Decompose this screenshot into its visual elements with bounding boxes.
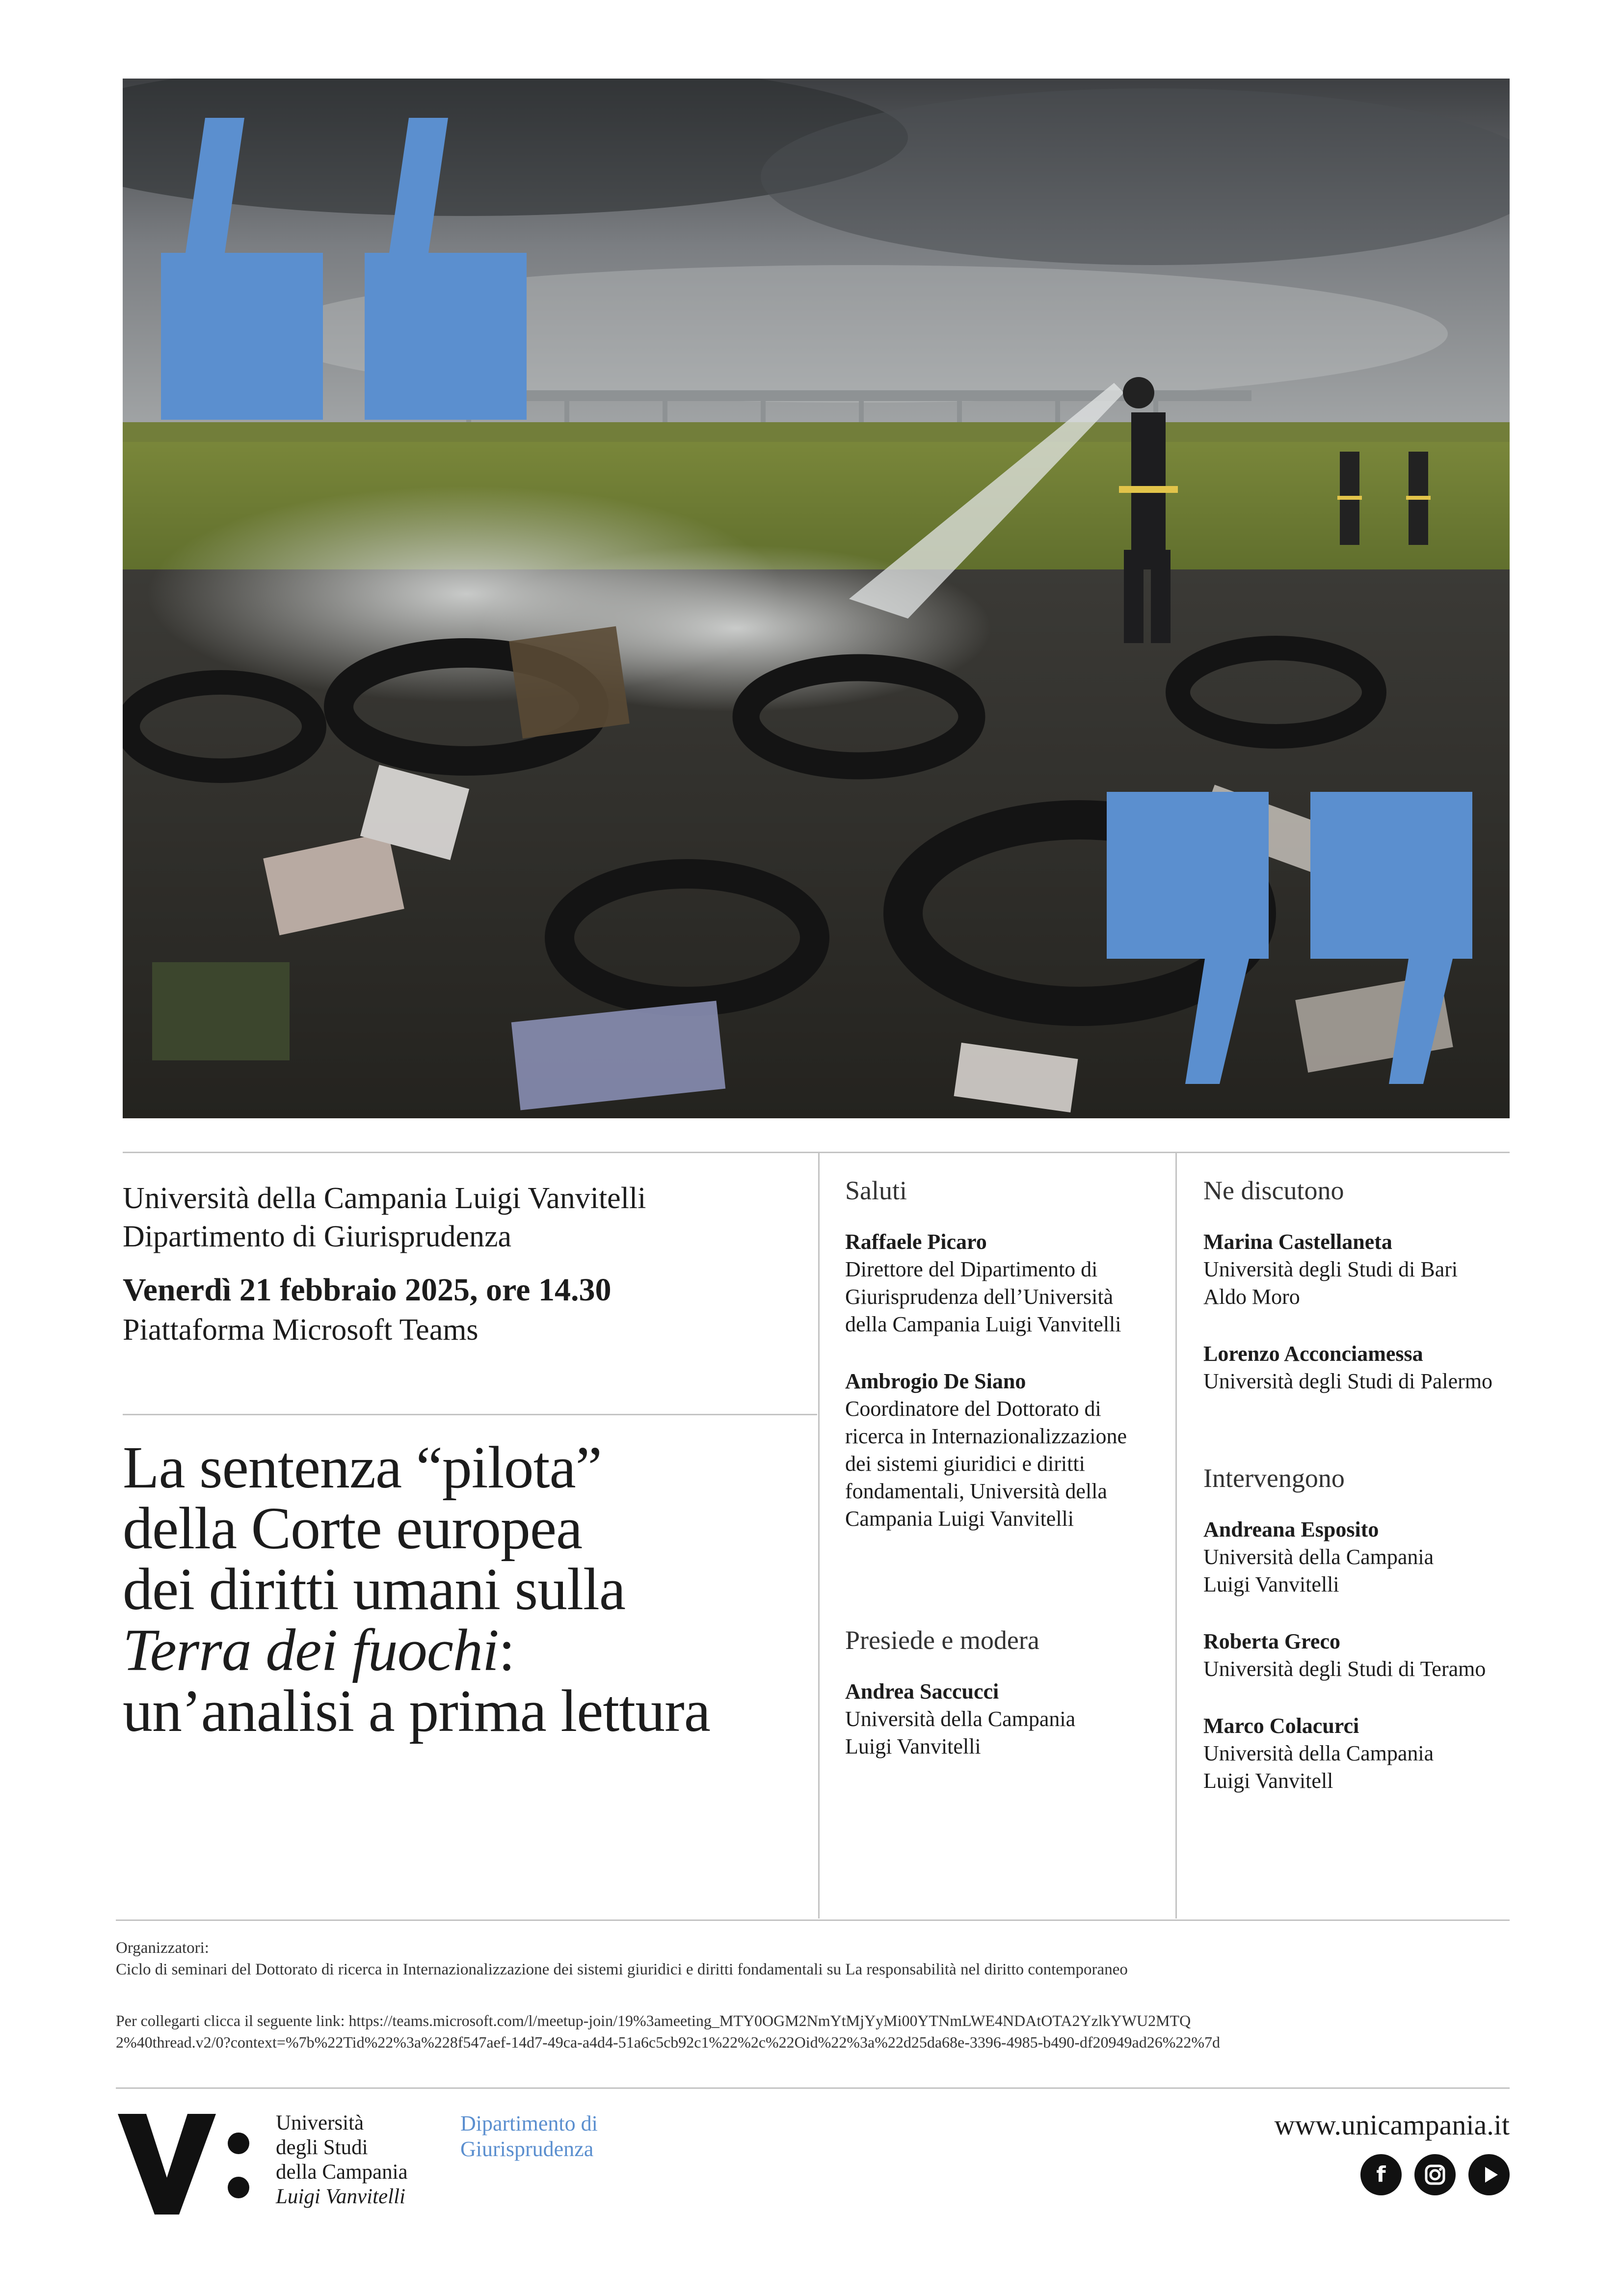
intervengono-section: [1203, 1461, 1517, 1824]
page-title: [123, 1434, 810, 1744]
speaker-role: Coordinatore del Dottorato di: [845, 1397, 1101, 1421]
speaker-role: Università degli Studi di Palermo: [1203, 1369, 1493, 1393]
speaker-entry: [1203, 1712, 1517, 1795]
left-divider: [123, 1414, 817, 1415]
speaker-role: Università degli Studi di Bari: [1203, 1257, 1458, 1281]
speaker-role: Aldo Moro: [1203, 1285, 1300, 1309]
speaker-role: fondamentali, Università della: [845, 1479, 1107, 1503]
event-date: Venerdì 21 febbraio 2025, ore 14.30: [123, 1272, 612, 1308]
social-links: [1345, 2154, 1510, 2195]
open-quote-icon: [161, 118, 529, 422]
speaker-role: Università degli Studi di Teramo: [1203, 1657, 1486, 1681]
discutono-heading: Ne discutono: [1203, 1176, 1344, 1205]
speaker-entry: [1203, 1516, 1517, 1598]
speaker-name: Raffaele Picaro: [845, 1230, 987, 1254]
organizers-block: [116, 1937, 1510, 1980]
speaker-name: Marco Colacurci: [1203, 1714, 1359, 1738]
instagram-icon[interactable]: [1414, 2154, 1456, 2195]
speaker-role: Luigi Vanvitell: [1203, 1769, 1333, 1793]
speaker-role: Luigi Vanvitelli: [1203, 1572, 1339, 1596]
top-divider: [123, 1152, 1510, 1153]
logo-line: Università: [276, 2111, 364, 2134]
title-line-4: [123, 1617, 810, 1683]
title-line-1: La sentenza “pilota”: [123, 1434, 602, 1501]
presiede-heading: Presiede e modera: [845, 1625, 1039, 1655]
speaker-role: Campania Luigi Vanvitelli: [845, 1507, 1074, 1531]
speaker-entry: [1203, 1628, 1517, 1683]
speaker-role: Università della Campania: [1203, 1741, 1434, 1765]
link-block: [116, 2010, 1510, 2053]
column-divider-2: [1175, 1153, 1177, 1918]
dept-line: Giurisprudenza: [460, 2137, 594, 2161]
speaker-role: Direttore del Dipartimento di: [845, 1257, 1098, 1281]
department-name: Dipartimento di Giurisprudenza: [123, 1220, 512, 1253]
logo-line: della Campania: [276, 2161, 408, 2184]
speaker-entry: [845, 1368, 1169, 1533]
youtube-icon[interactable]: [1468, 2154, 1510, 2195]
speaker-role: Università della Campania: [845, 1707, 1076, 1731]
intervengono-heading: Intervengono: [1203, 1463, 1345, 1493]
university-name: Università della Campania Luigi Vanvitelli: [123, 1182, 646, 1215]
speaker-name: Andreana Esposito: [1203, 1517, 1379, 1541]
speaker-role: Università della Campania: [1203, 1545, 1434, 1569]
event-header: [123, 1179, 810, 1349]
logo-line: degli Studi: [276, 2136, 368, 2159]
title-line-2: della Corte europea: [123, 1495, 583, 1562]
speaker-name: Marina Castellaneta: [1203, 1230, 1392, 1254]
website-link[interactable]: www.unicampania.it: [1274, 2109, 1510, 2141]
title-italic: Terra dei fuochi: [123, 1617, 499, 1683]
logo-line-italic: Luigi Vanvitelli: [276, 2185, 405, 2208]
speaker-name: Lorenzo Acconciamessa: [1203, 1342, 1423, 1366]
speaker-role: Giurisprudenza dell’Università: [845, 1285, 1114, 1309]
discutono-section: [1203, 1173, 1517, 1425]
speaker-role: Luigi Vanvitelli: [845, 1734, 981, 1758]
organizers-text: Ciclo di seminari del Dottorato di ricerca in Internazionalizzazione dei sistemi giuridici e diritti fondamentali su La responsabilità nel diritto contemporaneo: [116, 1961, 1128, 1978]
speaker-name: Andrea Saccucci: [845, 1679, 999, 1703]
title-line-3: dei diritti umani sulla: [123, 1556, 626, 1622]
facebook-icon[interactable]: f: [1360, 2154, 1402, 2195]
footer-divider: [116, 2087, 1510, 2089]
event-platform: Piattaforma Microsoft Teams: [123, 1313, 479, 1347]
organizers-label: Organizzatori:: [116, 1939, 209, 1957]
speaker-name: Roberta Greco: [1203, 1629, 1340, 1653]
bottom-divider: [116, 1919, 1510, 1921]
close-quote-icon: [1107, 792, 1475, 1086]
speaker-name: Ambrogio De Siano: [845, 1369, 1026, 1393]
vanvitelli-logo-icon: [118, 2114, 260, 2217]
speaker-entry: [1203, 1340, 1517, 1395]
university-logo-text: [276, 2111, 438, 2209]
column-divider-1: [818, 1153, 820, 1918]
presiede-section: [845, 1623, 1169, 1790]
speaker-entry: [1203, 1228, 1517, 1311]
title-colon: :: [498, 1617, 515, 1683]
speaker-role: della Campania Luigi Vanvitelli: [845, 1312, 1121, 1336]
title-line-5: un’analisi a prima lettura: [123, 1678, 710, 1744]
department-logo-text: [460, 2111, 666, 2162]
speaker-role: dei sistemi giuridici e diritti: [845, 1452, 1085, 1476]
saluti-heading: Saluti: [845, 1176, 907, 1205]
meeting-link-line-2[interactable]: 2%40thread.v2/0?context=%7b%22Tid%22%3a%228f547aef-14d7-49ca-a4d4-51a6c5cb92c1%22%2c%22Oid%22%3a%22d25da68e-3396-4985-b490-df20949ad26%22%7d: [116, 2033, 1221, 2051]
speaker-entry: [845, 1678, 1169, 1760]
dept-line: Dipartimento di: [460, 2111, 598, 2135]
meeting-link-line-1[interactable]: Per collegarti clicca il seguente link: https://teams.microsoft.com/l/meetup-join/19%3ameeting_MTY0OGM2NmYtMjYyMi00YTNmLWE4NDAtOTA2YzlkYWU2MTQ: [116, 2012, 1191, 2029]
speaker-role: ricerca in Internazionalizzazione: [845, 1424, 1127, 1448]
speaker-entry: [845, 1228, 1169, 1338]
saluti-section: [845, 1173, 1169, 1562]
